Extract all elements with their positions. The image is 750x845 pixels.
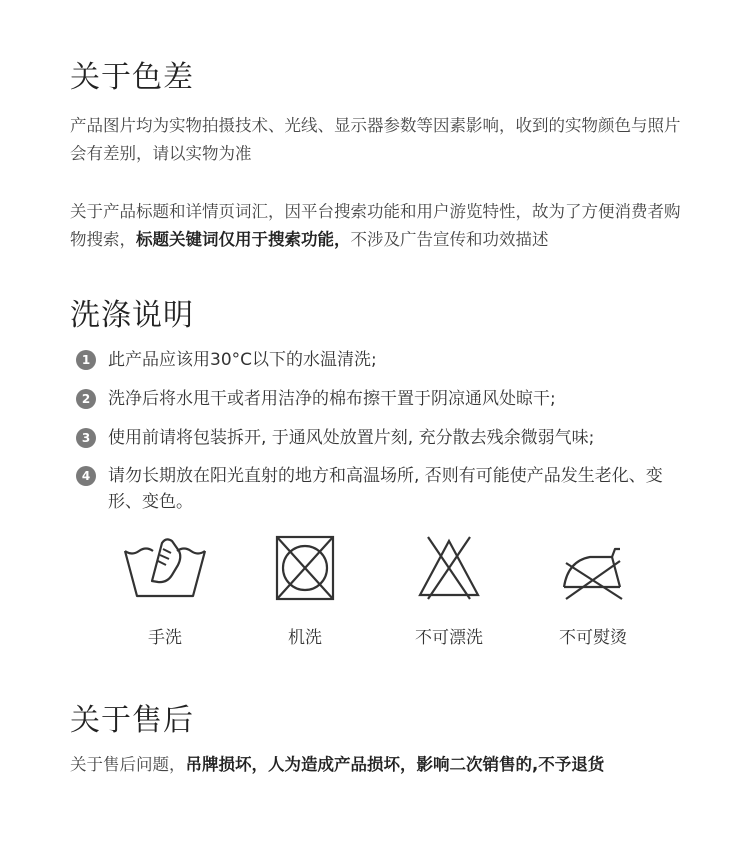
- step-text: 请勿长期放在阳光直射的地方和高温场所, 否则有可能使产品发生老化、变形、变色。: [108, 466, 663, 512]
- wash-step: [76, 386, 696, 412]
- care-item-iron: [528, 535, 658, 648]
- care-icons: [0, 535, 750, 655]
- step-number-badge: 1: [76, 350, 96, 370]
- care-label: 不可熨烫: [559, 628, 627, 648]
- step-text: 此产品应该用30°C以下的水温清洗;: [108, 350, 377, 370]
- step-number-badge: 2: [76, 389, 96, 409]
- title-section-text: [70, 198, 690, 254]
- wash-step: [76, 425, 696, 451]
- step-number-badge: 4: [76, 466, 96, 486]
- title-section-text-bold: 标题关键词仅用于搜索功能，: [136, 230, 351, 249]
- no-bleach-icon: [416, 535, 482, 601]
- care-label: 机洗: [288, 628, 322, 648]
- color-section-title: 关于色差: [70, 60, 194, 95]
- care-item-bleach: [384, 535, 514, 648]
- step-number-badge: 3: [76, 428, 96, 448]
- after-sale-text-bold: 吊牌损坏，人为造成产品损坏，影响二次销售的,不予退货: [185, 755, 605, 774]
- wash-title: 洗涤说明: [70, 298, 194, 333]
- title-section-text-c: 不涉及广告宣传和功效描述: [350, 230, 549, 249]
- after-sale-text: [70, 751, 710, 779]
- wash-step: [76, 463, 696, 515]
- care-label: 不可漂洗: [415, 628, 483, 648]
- care-item-hand-wash: [100, 535, 230, 648]
- title-section-text-a: 关于产品标题和详情页词汇，因平台搜索功能和用户游览特性，故为了方便消费者购物搜索，: [70, 202, 681, 249]
- no-machine-wash-icon: [275, 535, 335, 601]
- step-text: 洗净后将水甩干或者用洁净的棉布擦干置于阴凉通风处晾干;: [108, 389, 556, 409]
- care-label: 手洗: [148, 628, 182, 648]
- step-text: 使用前请将包装拆开, 于通风处放置片刻, 充分散去残余微弱气味;: [108, 428, 595, 448]
- after-sale-text-a: 关于售后问题，: [70, 755, 186, 774]
- care-item-machine-wash: [240, 535, 370, 648]
- no-iron-icon: [560, 535, 626, 601]
- after-sale-title: 关于售后: [70, 703, 194, 738]
- wash-step: [76, 347, 696, 373]
- hand-wash-icon: [122, 535, 208, 601]
- color-section-text: 产品图片均为实物拍摄技术、光线、显示器参数等因素影响，收到的实物颜色与照片会有差别，请以实物为准: [70, 116, 681, 163]
